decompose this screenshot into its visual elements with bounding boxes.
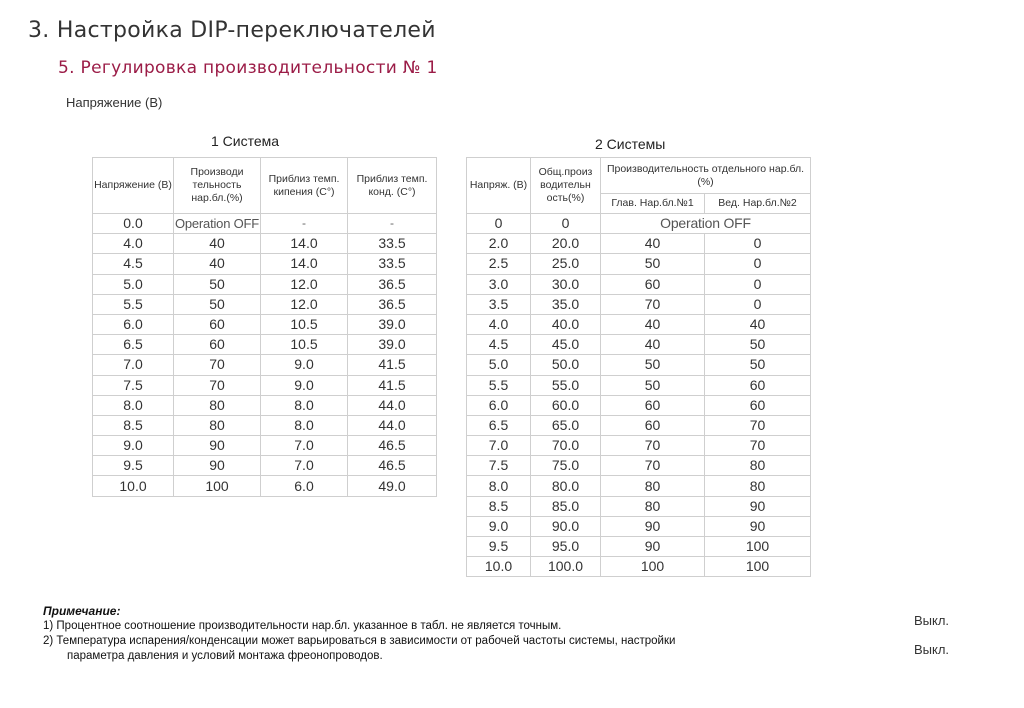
table-cell: 100 — [705, 557, 811, 577]
table-cell: 36.5 — [348, 294, 437, 314]
table-cell: 12.0 — [261, 294, 348, 314]
voltage-label: Напряжение (В) — [66, 95, 163, 110]
table-cell: 70 — [601, 294, 705, 314]
table-cell: 40 — [601, 234, 705, 254]
table-cell: 10.0 — [93, 476, 174, 496]
table-cell: 50 — [705, 335, 811, 355]
table-cell: 70 — [601, 436, 705, 456]
table-cell: 9.5 — [93, 456, 174, 476]
table-cell: 70 — [601, 456, 705, 476]
table-cell: 80 — [705, 456, 811, 476]
table-cell: 0 — [705, 274, 811, 294]
table-cell: 40 — [601, 314, 705, 334]
table-cell: 70 — [705, 415, 811, 435]
table-cell: 4.5 — [93, 254, 174, 274]
note-line-2: 2) Температура испарения/конденсации может варьироваться в зависимости от рабочей частоты системы, настройки — [43, 635, 676, 647]
table-cell: 9.5 — [467, 537, 531, 557]
table-row — [467, 355, 811, 375]
table-cell: 55.0 — [531, 375, 601, 395]
table-cell: 70 — [174, 355, 261, 375]
table-cell: 7.0 — [261, 456, 348, 476]
table-cell: 33.5 — [348, 254, 437, 274]
table-cell: 2.5 — [467, 254, 531, 274]
table-row — [467, 395, 811, 415]
table-cell: 10.5 — [261, 314, 348, 334]
table-row — [93, 476, 437, 496]
table-cell: 39.0 — [348, 314, 437, 334]
system1-table-body — [93, 214, 437, 497]
table-cell: 80.0 — [531, 476, 601, 496]
table-cell: 100 — [174, 476, 261, 496]
table-cell: 7.0 — [93, 355, 174, 375]
table-cell: 46.5 — [348, 456, 437, 476]
table-cell: 10.5 — [261, 335, 348, 355]
table-cell: 4.5 — [467, 335, 531, 355]
table-cell: 50 — [601, 355, 705, 375]
table-cell: 14.0 — [261, 234, 348, 254]
table-cell: - — [348, 214, 437, 234]
table-cell: 80 — [705, 476, 811, 496]
table-cell: 5.5 — [93, 294, 174, 314]
table-row — [467, 557, 811, 577]
table-cell: 8.0 — [261, 395, 348, 415]
table-row — [467, 496, 811, 516]
table-cell: 95.0 — [531, 537, 601, 557]
table-cell: 25.0 — [531, 254, 601, 274]
table-cell: 65.0 — [531, 415, 601, 435]
system2-header-total: Общ.произ водительн ость(%) — [531, 158, 601, 214]
table-cell: 50 — [601, 375, 705, 395]
table-cell: 6.5 — [467, 415, 531, 435]
table-row — [467, 254, 811, 274]
table-row — [467, 537, 811, 557]
system1-header-voltage: Напряжение (В) — [93, 158, 174, 214]
note-line-2-continued: параметра давления и условий монтажа фреонопроводов. — [67, 650, 383, 662]
table-cell: 50 — [174, 294, 261, 314]
section-subtitle: 5. Регулировка производительности № 1 — [58, 58, 438, 78]
table-cell: 60 — [174, 335, 261, 355]
table-cell: 60 — [601, 274, 705, 294]
table-cell: 9.0 — [261, 355, 348, 375]
table-cell: 35.0 — [531, 294, 601, 314]
operation-off-cell: Operation OFF — [601, 214, 811, 234]
table-cell: 80 — [601, 496, 705, 516]
table-cell: 8.0 — [467, 476, 531, 496]
table-row — [467, 375, 811, 395]
table-cell: 90.0 — [531, 516, 601, 536]
table-cell: 14.0 — [261, 254, 348, 274]
page-title: 3. Настройка DIP-переключателей — [28, 18, 436, 43]
table-cell: 49.0 — [348, 476, 437, 496]
table-row — [93, 355, 437, 375]
table-cell: 6.0 — [467, 395, 531, 415]
table-cell: 80 — [174, 395, 261, 415]
table-cell: 60 — [705, 375, 811, 395]
table-cell: 50 — [705, 355, 811, 375]
table-cell: 70.0 — [531, 436, 601, 456]
table-cell: 0 — [705, 254, 811, 274]
table-cell: 100 — [601, 557, 705, 577]
table-row — [93, 456, 437, 476]
table-cell: 7.5 — [93, 375, 174, 395]
operation-off-cell: Operation OFF — [174, 214, 261, 234]
table-row — [93, 294, 437, 314]
table-cell: 3.0 — [467, 274, 531, 294]
table-cell: 12.0 — [261, 274, 348, 294]
table-row — [93, 214, 437, 234]
table-row — [467, 516, 811, 536]
table-cell: 7.5 — [467, 456, 531, 476]
table-row — [467, 274, 811, 294]
table-cell: 40.0 — [531, 314, 601, 334]
table-cell: 70 — [705, 436, 811, 456]
table-row — [93, 314, 437, 334]
table-row — [467, 415, 811, 435]
table-cell: 70 — [174, 375, 261, 395]
table-cell: 90 — [601, 537, 705, 557]
table-row — [467, 214, 811, 234]
table-row — [93, 234, 437, 254]
table-cell: 6.0 — [93, 314, 174, 334]
system2-header-main-unit: Глав. Нар.бл.№1 — [601, 194, 705, 214]
table-cell: 90 — [174, 436, 261, 456]
table-cell: - — [261, 214, 348, 234]
table-cell: 9.0 — [261, 375, 348, 395]
table-cell: 41.5 — [348, 355, 437, 375]
table-cell: 9.0 — [93, 436, 174, 456]
table-cell: 36.5 — [348, 274, 437, 294]
system2-table — [466, 157, 811, 577]
table-row — [93, 415, 437, 435]
table-cell: 2.0 — [467, 234, 531, 254]
system1-header-cond-temp: Приблиз темп. конд. (С°) — [348, 158, 437, 214]
table-row — [93, 335, 437, 355]
table-row — [467, 476, 811, 496]
table-cell: 90 — [601, 516, 705, 536]
off-label-1: Выкл. — [914, 613, 950, 628]
table-cell: 40 — [174, 234, 261, 254]
table-cell: 7.0 — [467, 436, 531, 456]
table-cell: 0 — [531, 214, 601, 234]
note-line-1: 1) Процентное соотношение производительности нар.бл. указанное в табл. не является точным. — [43, 620, 562, 632]
table-cell: 8.0 — [261, 415, 348, 435]
table-cell: 9.0 — [467, 516, 531, 536]
table-cell: 90 — [705, 496, 811, 516]
table-cell: 8.5 — [467, 496, 531, 516]
table-row — [467, 294, 811, 314]
table-row — [93, 395, 437, 415]
system1-header-capacity: Производи тельность нар.бл.(%) — [174, 158, 261, 214]
table-cell: 60 — [601, 395, 705, 415]
table-cell: 0.0 — [93, 214, 174, 234]
table-row — [467, 335, 811, 355]
table-cell: 80 — [174, 415, 261, 435]
table-cell: 85.0 — [531, 496, 601, 516]
table-cell: 10.0 — [467, 557, 531, 577]
table-cell: 40 — [174, 254, 261, 274]
table-cell: 60 — [174, 314, 261, 334]
table-cell: 3.5 — [467, 294, 531, 314]
table-cell: 0 — [705, 294, 811, 314]
table-cell: 39.0 — [348, 335, 437, 355]
table-cell: 41.5 — [348, 375, 437, 395]
table-cell: 45.0 — [531, 335, 601, 355]
table-cell: 40 — [601, 335, 705, 355]
table-cell: 100 — [705, 537, 811, 557]
table-cell: 33.5 — [348, 234, 437, 254]
table-cell: 60 — [601, 415, 705, 435]
system2-header-voltage: Напряж. (В) — [467, 158, 531, 214]
system1-table — [92, 157, 437, 497]
table-row — [467, 436, 811, 456]
table-row — [93, 274, 437, 294]
table-cell: 8.5 — [93, 415, 174, 435]
table-cell: 60.0 — [531, 395, 601, 415]
system2-table-body — [467, 214, 811, 577]
table-cell: 40 — [705, 314, 811, 334]
table-cell: 50.0 — [531, 355, 601, 375]
table-row — [467, 456, 811, 476]
table-cell: 5.0 — [467, 355, 531, 375]
table-row — [93, 436, 437, 456]
table-cell: 44.0 — [348, 415, 437, 435]
table-cell: 46.5 — [348, 436, 437, 456]
table-cell: 6.0 — [261, 476, 348, 496]
table-cell: 50 — [174, 274, 261, 294]
system1-caption: 1 Система — [211, 133, 280, 149]
table-cell: 60 — [705, 395, 811, 415]
table-cell: 0 — [467, 214, 531, 234]
system2-header-individual: Производительность отдельного нар.бл.(%) — [601, 158, 811, 194]
table-cell: 5.5 — [467, 375, 531, 395]
table-cell: 5.0 — [93, 274, 174, 294]
table-row — [467, 314, 811, 334]
table-cell: 100.0 — [531, 557, 601, 577]
system1-header-evap-temp: Приблиз темп. кипения (С°) — [261, 158, 348, 214]
table-cell: 7.0 — [261, 436, 348, 456]
table-cell: 90 — [174, 456, 261, 476]
table-row — [93, 254, 437, 274]
table-cell: 75.0 — [531, 456, 601, 476]
table-cell: 90 — [705, 516, 811, 536]
table-row — [93, 375, 437, 395]
note-heading: Примечание: — [43, 604, 121, 618]
system2-caption: 2 Системы — [595, 136, 666, 152]
table-cell: 50 — [601, 254, 705, 274]
table-cell: 6.5 — [93, 335, 174, 355]
off-label-2: Выкл. — [914, 642, 950, 657]
table-cell: 0 — [705, 234, 811, 254]
table-row — [467, 234, 811, 254]
table-cell: 8.0 — [93, 395, 174, 415]
table-cell: 30.0 — [531, 274, 601, 294]
table-cell: 80 — [601, 476, 705, 496]
table-cell: 44.0 — [348, 395, 437, 415]
table-cell: 4.0 — [467, 314, 531, 334]
table-cell: 4.0 — [93, 234, 174, 254]
table-cell: 20.0 — [531, 234, 601, 254]
note-block — [43, 604, 675, 664]
system2-header-sub-unit: Вед. Нар.бл.№2 — [705, 194, 811, 214]
